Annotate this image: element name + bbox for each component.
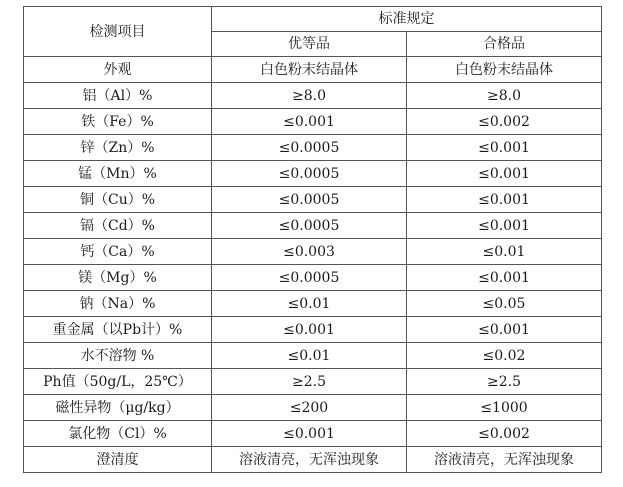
table-row (24, 265, 602, 291)
row-qualified-cell: ≤0.02 (407, 343, 602, 369)
spec-table (23, 6, 602, 473)
table-row (24, 135, 602, 161)
table-row (24, 187, 602, 213)
table-row (24, 57, 602, 83)
row-item-cell: 磁性异物（μg/kg） (24, 395, 212, 421)
row-excellent-cell: 白色粉末结晶体 (212, 57, 407, 83)
row-item-cell: 钠（Na）% (24, 291, 212, 317)
row-qualified-cell: ≥8.0 (407, 83, 602, 109)
row-qualified-cell: ≤0.001 (407, 317, 602, 343)
row-excellent-cell: ≤200 (212, 395, 407, 421)
row-qualified-cell: ≤1000 (407, 395, 602, 421)
row-item-cell: 锌（Zn）% (24, 135, 212, 161)
row-item-cell: 铜（Cu）% (24, 187, 212, 213)
row-item-cell: Ph值（50g/L，25℃） (24, 369, 212, 395)
row-excellent-cell: ≤0.0005 (212, 265, 407, 291)
row-qualified-cell: ≤0.01 (407, 239, 602, 265)
row-qualified-cell: ≥2.5 (407, 369, 602, 395)
table-row (24, 213, 602, 239)
row-item-cell: 铝（Al）% (24, 83, 212, 109)
row-qualified-cell: ≤0.001 (407, 135, 602, 161)
row-qualified-cell: ≤0.002 (407, 109, 602, 135)
row-excellent-cell: ≥2.5 (212, 369, 407, 395)
table-row (24, 447, 602, 473)
row-qualified-cell: ≤0.001 (407, 213, 602, 239)
table-row (24, 395, 602, 421)
row-item-cell: 外观 (24, 57, 212, 83)
header-item: 检测项目 (24, 7, 212, 57)
row-item-cell: 澄清度 (24, 447, 212, 473)
table-row (24, 369, 602, 395)
row-qualified-cell: ≤0.001 (407, 187, 602, 213)
row-qualified-cell: ≤0.001 (407, 265, 602, 291)
row-item-cell: 氯化物（Cl）% (24, 421, 212, 447)
table-row (24, 421, 602, 447)
row-qualified-cell: 溶液清亮，无浑浊现象 (407, 447, 602, 473)
row-item-cell: 钙（Ca）% (24, 239, 212, 265)
row-excellent-cell: ≥8.0 (212, 83, 407, 109)
row-item-cell: 镉（Cd）% (24, 213, 212, 239)
row-excellent-cell: ≤0.003 (212, 239, 407, 265)
row-excellent-cell: 溶液清亮，无浑浊现象 (212, 447, 407, 473)
row-excellent-cell: ≤0.0005 (212, 187, 407, 213)
row-item-cell: 水不溶物 % (24, 343, 212, 369)
row-excellent-cell: ≤0.0005 (212, 213, 407, 239)
row-item-cell: 锰（Mn）% (24, 161, 212, 187)
row-excellent-cell: ≤0.001 (212, 421, 407, 447)
row-excellent-cell: ≤0.01 (212, 291, 407, 317)
table-row (24, 109, 602, 135)
table-row (24, 239, 602, 265)
table-row (24, 83, 602, 109)
row-excellent-cell: ≤0.01 (212, 343, 407, 369)
table-row (24, 291, 602, 317)
header-grade-qualified: 合格品 (407, 32, 602, 57)
row-qualified-cell: 白色粉末结晶体 (407, 57, 602, 83)
row-excellent-cell: ≤0.0005 (212, 161, 407, 187)
row-item-cell: 铁（Fe）% (24, 109, 212, 135)
row-qualified-cell: ≤0.05 (407, 291, 602, 317)
row-qualified-cell: ≤0.002 (407, 421, 602, 447)
table-row (24, 161, 602, 187)
row-excellent-cell: ≤0.0005 (212, 135, 407, 161)
table-row (24, 343, 602, 369)
header-standard: 标准规定 (212, 7, 602, 32)
row-excellent-cell: ≤0.001 (212, 317, 407, 343)
row-qualified-cell: ≤0.001 (407, 161, 602, 187)
row-item-cell: 重金属（以Pb计）% (24, 317, 212, 343)
row-excellent-cell: ≤0.001 (212, 109, 407, 135)
table-row (24, 317, 602, 343)
header-row-1 (24, 7, 602, 32)
header-grade-excellent: 优等品 (212, 32, 407, 57)
row-item-cell: 镁（Mg）% (24, 265, 212, 291)
